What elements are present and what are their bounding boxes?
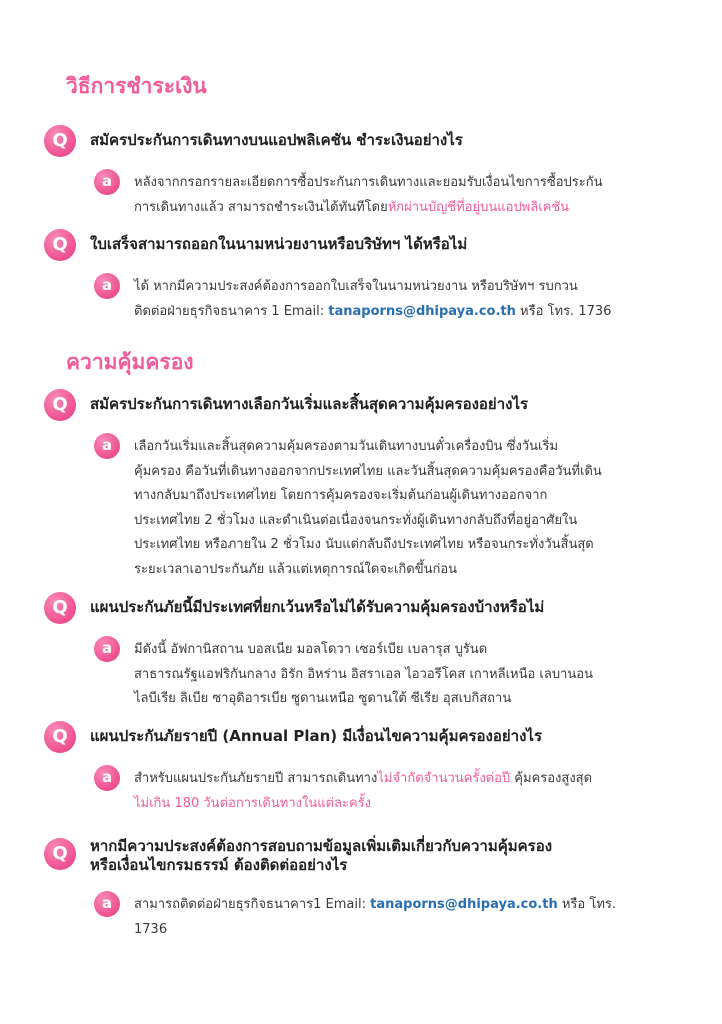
question-text <box>90 832 672 875</box>
faq-item <box>44 229 672 324</box>
answer-line: สามารถติดต่อฝ่ายธุรกิจธนาคาร1 Email: <box>134 897 371 912</box>
question-badge-icon: Q <box>44 838 76 870</box>
answer-text <box>134 273 672 324</box>
answer-line: ได้ หากมีความประสงค์ต้องการออกใบเสร็จในนามหน่วยงาน หรือบริษัทฯ รบกวน <box>134 279 578 294</box>
question-text: สมัครประกันการเดินทางบนแอปพลิเคชัน ชำระเงินอย่างไร <box>90 131 463 149</box>
answer-line: หลังจากกรอกรายละเอียดการซื้อประกันการเดินทางและยอมรับเงื่อนไขการซื้อประกัน <box>134 175 603 190</box>
answer-line: สำหรับแผนประกันภัยรายปี สามารถเดินทาง <box>134 771 378 786</box>
question-badge-icon: Q <box>44 125 76 157</box>
answer-tail: หรือ โทร. 1736 <box>515 303 612 319</box>
answer-badge-icon: a <box>94 765 120 791</box>
question-row <box>44 229 672 259</box>
answer-row <box>94 891 672 942</box>
question-badge-icon: Q <box>44 592 76 624</box>
contact-email-link[interactable]: tanaporns@dhipaya.co.th <box>328 303 516 319</box>
answer-row <box>94 433 672 583</box>
answer-text <box>134 433 672 583</box>
answer-line: ระยะเวลาเอาประกันภัย แล้วแต่เหตุการณ์ใดจะเกิดขึ้นก่อน <box>134 561 458 577</box>
question-text: สมัครประกันการเดินทางเลือกวันเริ่มและสิ้นสุดความคุ้มครองอย่างไร <box>90 395 529 413</box>
answer-line: เลือกวันเริ่มและสิ้นสุดความคุ้มครองตามวันเดินทางบนตั๋วเครื่องบิน ซึ่งวันเริ่ม <box>134 439 559 454</box>
question-text: ใบเสร็จสามารถออกในนามหน่วยงานหรือบริษัทฯ ได้หรือไม่ <box>90 235 468 253</box>
answer-line: สาธารณรัฐแอฟริกันกลาง อิรัก อิหร่าน อิสราเอล ไอวอรีโคส เกาหลีเหนือ เลบานอน <box>134 666 593 682</box>
answer-row <box>94 765 672 816</box>
question-text: แผนประกันภัยนี้มีประเทศที่ยกเว้นหรือไม่ได้รับความคุ้มครองบ้างหรือไม่ <box>90 598 545 616</box>
question-badge-icon: Q <box>44 229 76 261</box>
answer-highlight: ไม่จำกัดจำนวนครั้งต่อปี <box>377 771 511 786</box>
question-row <box>44 389 672 419</box>
faq-item <box>44 721 672 816</box>
question-badge-icon: Q <box>44 389 76 421</box>
answer-line: ติดต่อฝ่ายธุรกิจธนาคาร 1 Email: <box>134 303 329 319</box>
answer-highlight: หักผ่านบัญชีที่อยู่บนแอปพลิเคชัน <box>387 199 570 215</box>
answer-text <box>134 765 672 816</box>
answer-row <box>94 169 672 220</box>
faq-item <box>44 592 672 712</box>
answer-badge-icon: a <box>94 433 120 459</box>
question-row <box>44 721 672 751</box>
question-badge-icon: Q <box>44 721 76 753</box>
question-text: แผนประกันภัยรายปี (Annual Plan) มีเงื่อนไขความคุ้มครองอย่างไร <box>90 727 543 745</box>
section-title-coverage: ความคุ้มครอง <box>66 350 194 374</box>
answer-text <box>134 636 672 712</box>
faq-item <box>44 389 672 583</box>
answer-text <box>134 891 672 942</box>
question-line: หากมีความประสงค์ต้องการสอบถามข้อมูลเพิ่มเติมเกี่ยวกับความคุ้มครอง <box>90 837 553 855</box>
faq-item <box>44 832 672 942</box>
question-row <box>44 592 672 622</box>
answer-text <box>134 169 672 220</box>
answer-badge-icon: a <box>94 891 120 917</box>
answer-badge-icon: a <box>94 169 120 195</box>
question-line: หรือเงื่อนไขกรมธรรม์ ต้องติดต่ออย่างไร <box>90 856 348 874</box>
answer-line: 1736 <box>134 921 168 937</box>
answer-highlight: ไม่เกิน 180 วันต่อการเดินทางในแต่ละครั้ง <box>134 795 371 811</box>
answer-row <box>94 636 672 712</box>
answer-badge-icon: a <box>94 273 120 299</box>
answer-line: ประเทศไทย หรือภายใน 2 ชั่วโมง นับแต่กลับถึงประเทศไทย หรือจนกระทั่งวันสิ้นสุด <box>134 537 594 553</box>
answer-line: ไลบีเรีย ลิเบีย ซาอุดิอารเบีย ซูดานเหนือ ซูดานใต้ ซีเรีย อุสเบกิสถาน <box>134 691 512 707</box>
answer-line: ทางกลับมาถึงประเทศไทย โดยการคุ้มครองจะเริ่มต้นก่อนผู้เดินทางออกจาก <box>134 488 548 504</box>
answer-line: ประเทศไทย 2 ชั่วโมง และดำเนินต่อเนื่องจนกระทั่งผู้เดินทางกลับถึงที่อยู่อาศัยใน <box>134 512 578 528</box>
question-row <box>44 832 672 875</box>
answer-row <box>94 273 672 324</box>
answer-line: คุ้มครอง คือวันที่เดินทางออกจากประเทศไทย และวันสิ้นสุดความคุ้มครองคือวันที่เดิน <box>134 463 602 479</box>
question-row <box>44 125 672 155</box>
answer-badge-icon: a <box>94 636 120 662</box>
answer-line: คุ้มครองสูงสุด <box>510 771 593 786</box>
answer-tail: หรือ โทร. <box>557 897 617 912</box>
answer-line: มีดังนี้ อัฟกานิสถาน บอสเนีย มอลโดวา เซอร์เบีย เบลารุส บูรันด <box>134 642 488 657</box>
section-title-payment: วิธีการชำระเงิน <box>66 74 207 98</box>
faq-item <box>44 125 672 220</box>
answer-line: การเดินทางแล้ว สามารถชำระเงินได้ทันทีโดย <box>134 199 388 215</box>
contact-email-link[interactable]: tanaporns@dhipaya.co.th <box>370 897 558 912</box>
